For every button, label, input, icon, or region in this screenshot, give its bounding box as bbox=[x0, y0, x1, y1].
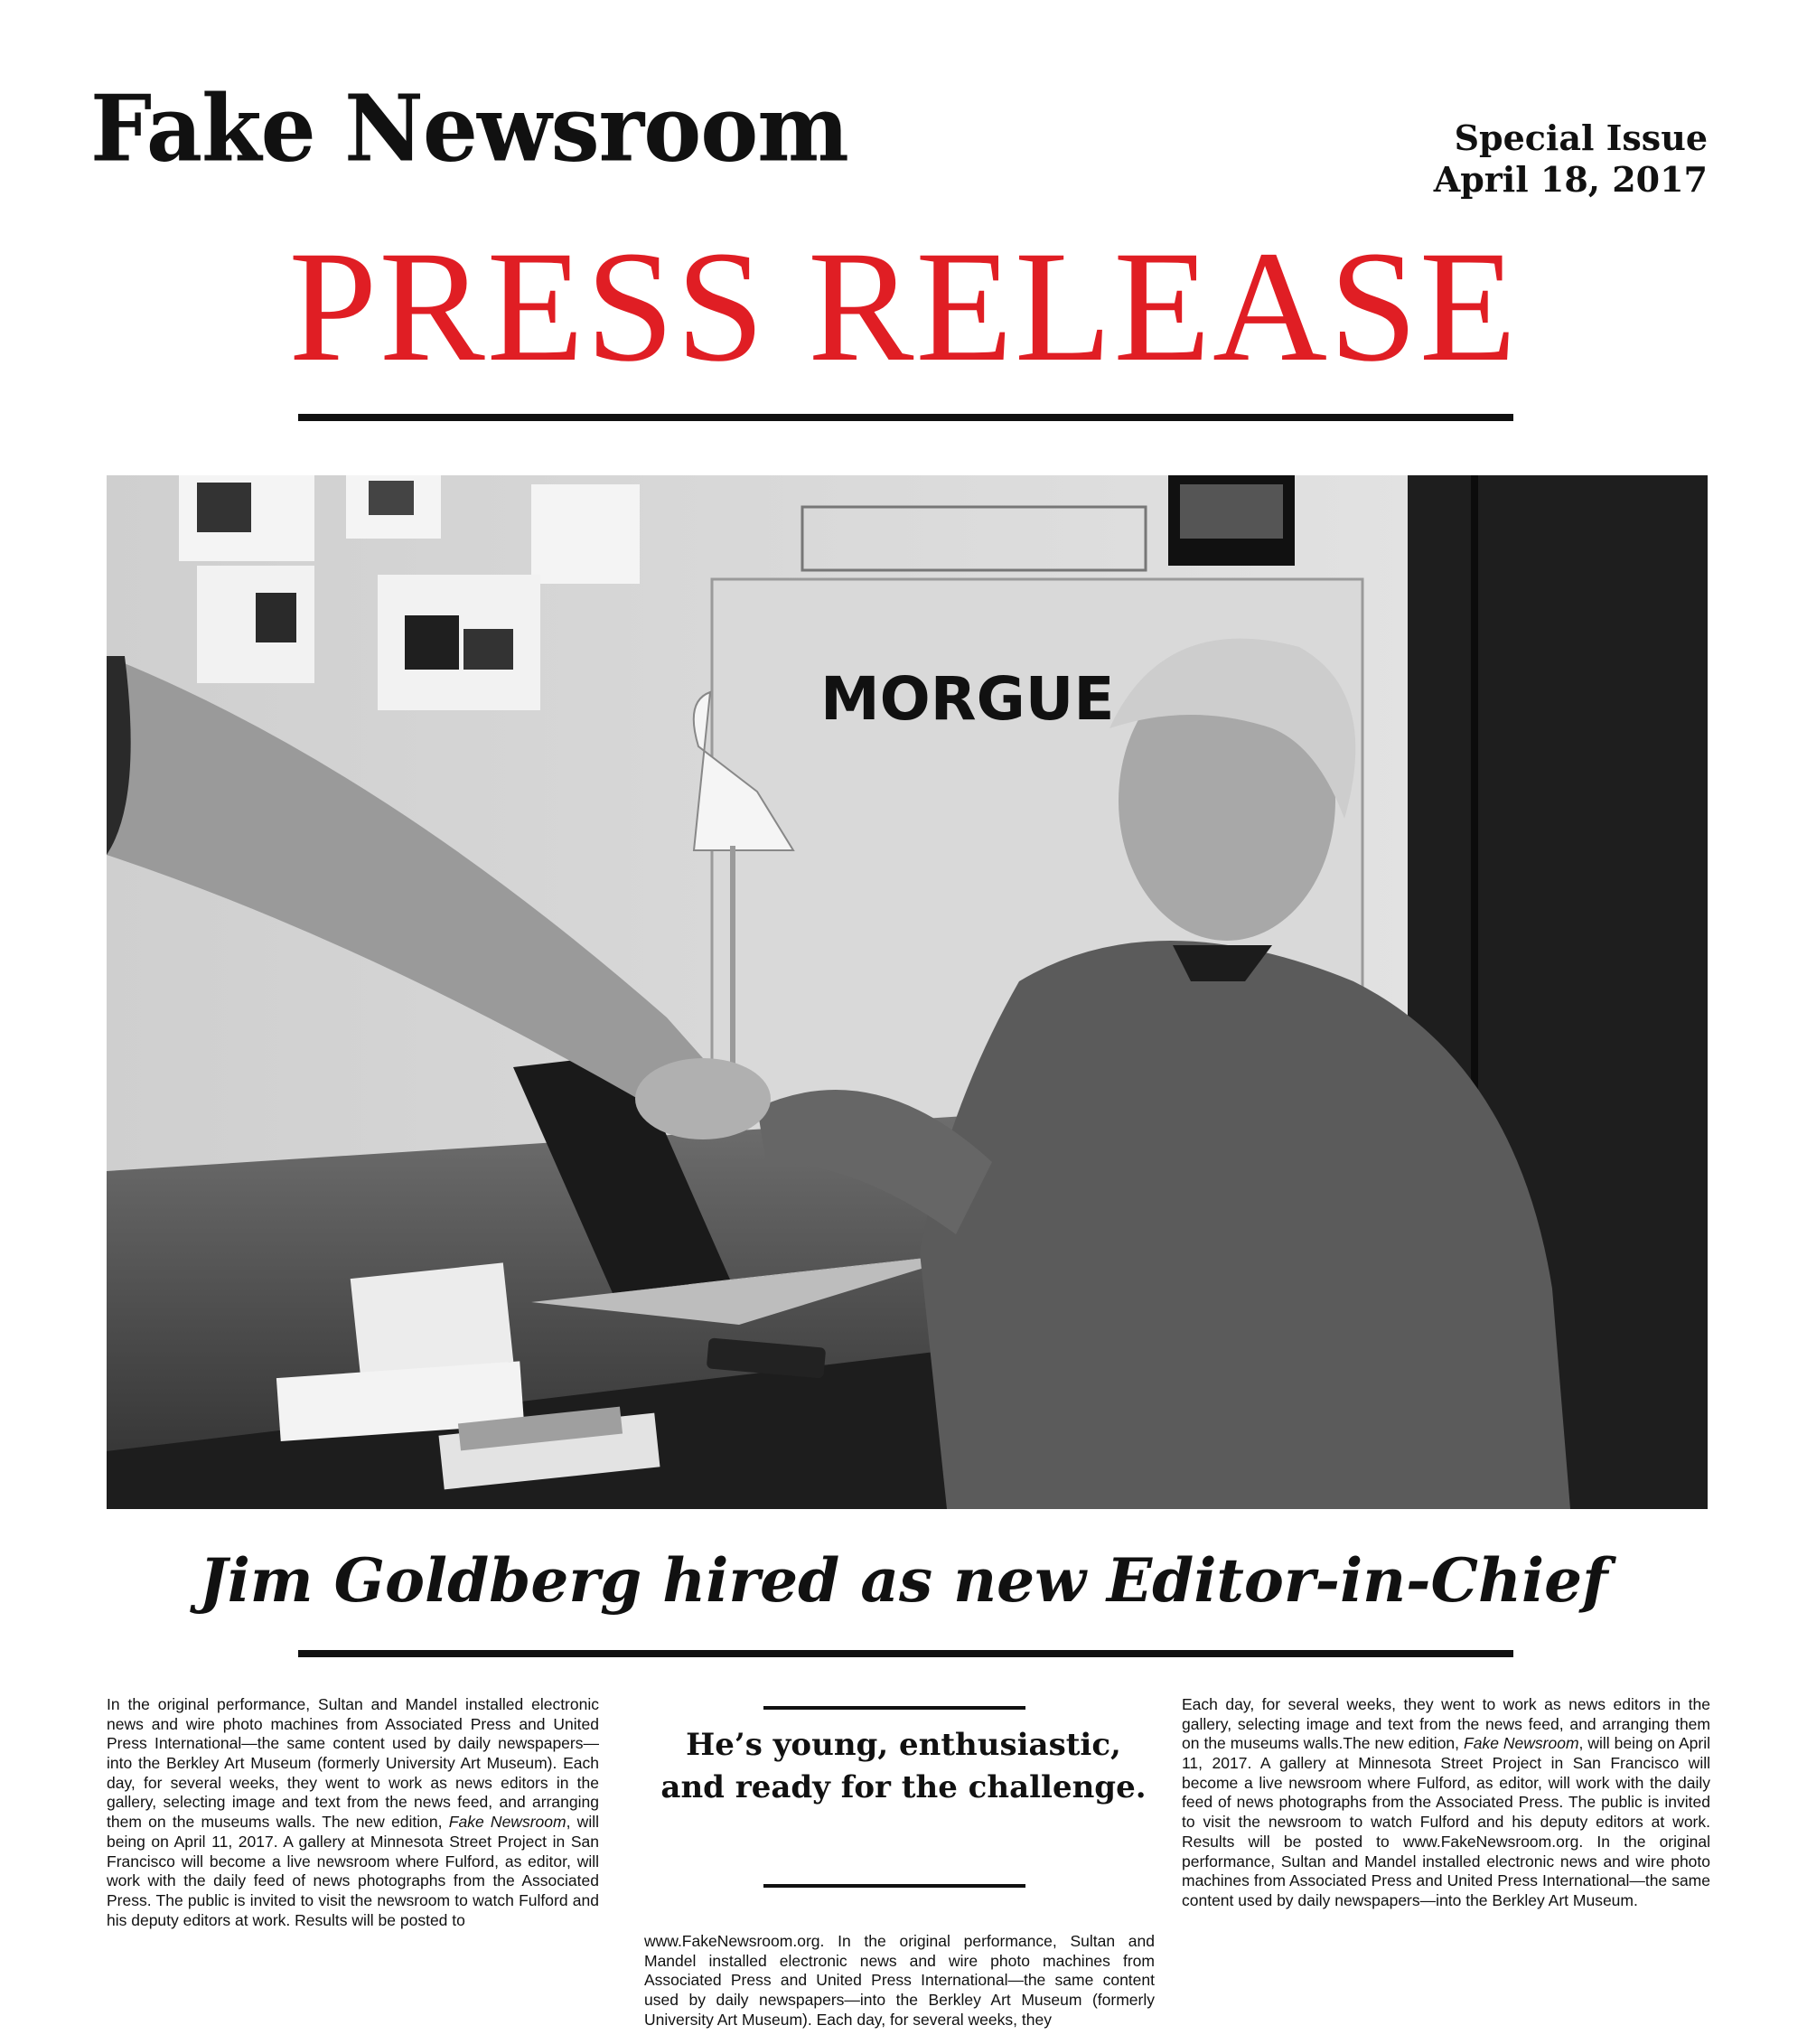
article-subhead: Jim Goldberg hired as new Editor-in-Chief bbox=[199, 1545, 1608, 1616]
article-column-2 bbox=[644, 1932, 1155, 2030]
article-column-3 bbox=[1182, 1695, 1710, 1911]
pullquote-rule-bottom bbox=[763, 1884, 1025, 1888]
wall-print bbox=[531, 484, 640, 584]
column-1-text: In the original performance, Sultan and Mandel installed electronic news and wire photo machines from Associated Press and United Press International—the same content used by daily newspapers—into the Berkley Art Museum (formerly University Art Museum). Each day, for several weeks, they went to work as news editors in the gallery, selecting image and text from the news feed, and arranging them on the museums walls. The new edition, Fake Newsroom, will being on April 11, 2017. A gallery at Minnesota Street Project in San Francisco will become a live newsroom where Fulford, as editor, will work with the daily feed of news photographs from the Associated Press. The public is invited to visit the newsroom to watch Fulford and his deputy editors at work. Results will be posted to bbox=[107, 1695, 599, 1929]
pullquote-line-2: and ready for the challenge. bbox=[660, 1768, 1147, 1805]
issue-date: April 18, 2017 bbox=[1433, 158, 1708, 200]
top-divider bbox=[298, 414, 1513, 421]
pullquote-rule-top bbox=[763, 1706, 1025, 1710]
main-photo bbox=[107, 475, 1708, 1509]
morgue-sign: MORGUE bbox=[820, 664, 1115, 734]
pullquote-line-1: He’s young, enthusiastic, bbox=[686, 1727, 1121, 1763]
pullquote bbox=[623, 1724, 1184, 1809]
handshake bbox=[635, 1058, 771, 1139]
press-release-headline: PRESS RELEASE bbox=[288, 219, 1519, 395]
column-2-text: www.FakeNewsroom.org. In the original performance, Sultan and Mandel installed electronic news and wire photo machines from Associated Press and United Press International—the same content used by daily newspapers—into the Berkley Art Museum (formerly University Art Museum). Each day, for several weeks, they bbox=[644, 1932, 1155, 2029]
bottom-divider bbox=[298, 1650, 1513, 1657]
column-3-text: Each day, for several weeks, they went to work as news editors in the gallery, selecting image and text from the news feed, and arranging them on the museums walls.The new edition, Fake Newsroom, will being on April 11, 2017. A gallery at Minnesota Street Project in San Francisco will become a live newsroom where Fulford, as editor, will work with the daily feed of news photographs from the Associated Press. The public is invited to visit the newsroom to watch Fulford and his deputy editors at work. Results will be posted to www.FakeNewsroom.org. In the original performance, Sultan and Mandel installed electronic news and wire photo machines from Associated Press and United Press International—the same content used by daily newspapers—into the Berkley Art Museum. bbox=[1182, 1695, 1710, 1909]
issue-label: Special Issue bbox=[1454, 117, 1708, 158]
issue-info bbox=[1434, 117, 1708, 200]
desk-paper bbox=[351, 1262, 514, 1377]
article-column-1 bbox=[107, 1695, 599, 1930]
masthead-title: Fake Newsroom bbox=[90, 75, 848, 183]
